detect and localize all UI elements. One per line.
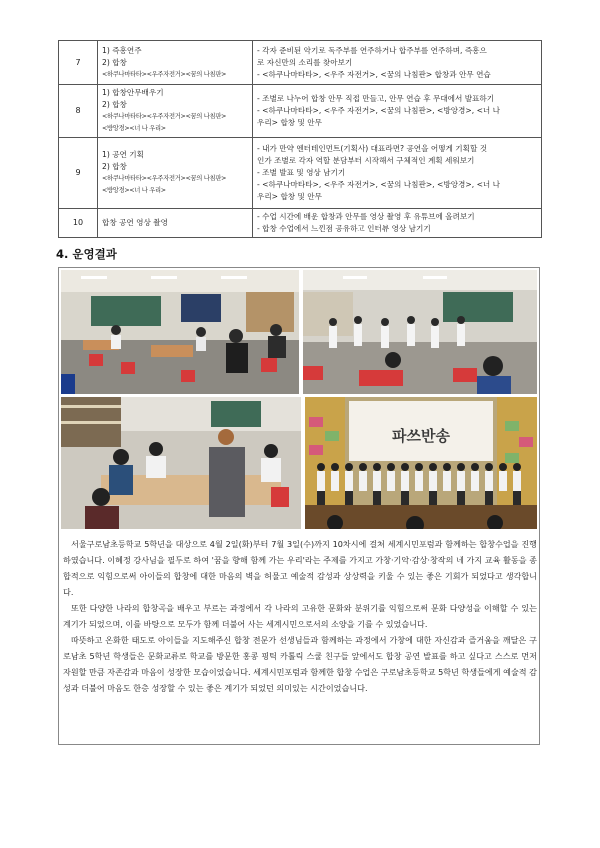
stage-banner-text: 파쓰반송: [392, 427, 450, 445]
session-number: 10: [59, 209, 98, 238]
report-paragraph-2: 또한 다양한 나라의 합창곡을 배우고 부르는 과정에서 각 나라의 고유한 문화와 분위기를 익힘으로써 문화 다양성을 이해할 수 있는 계기가 되었으며, 이를 바탕으로 모두가 함께 더불어 사는 세계시민으로서의 소양을 기를 수 있었습니다.: [63, 603, 537, 629]
classroom-photo-3: [61, 397, 301, 529]
report-paragraph-1: 서울구로남초등학교 5학년을 대상으로 4월 2일(화)부터 7월 3일(수)까지 10차시에 걸쳐 세계시민포럼과 함께하는 합창수업을 진행하였습니다. 이혜정 강사님을 필두로 하여 '꿈을 향해 함께 가는 우리'라는 주제를 가지고 가창·기악·감상·창작의 네 가지 교육 활동을 종합적으로 익힘으로써 아이들의 합창에 대한 마음의 벽을 허물고 예술적 감성과 상상력을 키울 수 있는 좋은 기회가 되었다고 생각합니다.: [63, 539, 537, 597]
session-details: - 각자 준비된 악기로 독주부를 연주하거나 합주부를 연주하며, 즉흥으 로 자신만의 소리를 찾아보기 - <하쿠나마타타>, <우주 자전거>, <꿈의 나침판> 합창과 안무 연습: [253, 41, 542, 85]
session-number: 9: [59, 138, 98, 209]
stage-photo: [305, 397, 537, 529]
table-row: [59, 138, 542, 209]
session-details: - 수업 시간에 배운 합창과 안무를 영상 촬영 후 유튜브에 올려보기 - 합창 수업에서 느낀점 공유하고 인터뷰 영상 남기기: [253, 209, 542, 238]
result-box: [58, 267, 540, 745]
session-topic: 합창 공연 영상 촬영: [98, 209, 253, 238]
session-number: 8: [59, 85, 98, 138]
table-row: [59, 41, 542, 85]
session-topic: 1) 즉흥연주 2) 합창 <하쿠나마타타><우주자전거><꿈의 나침판>: [98, 41, 253, 85]
session-details: - 조별로 나누어 합창 안무 직접 만들고, 안무 연습 후 무대에서 발표하기 - <하쿠나마타타>, <우주 자전거>, <꿈의 나침판>, <방앙경>, <너 나 우리> 합창 및 안무: [253, 85, 542, 138]
table-row: [59, 209, 542, 238]
report-text: [63, 536, 537, 696]
section-heading: 4. 운영결과: [56, 247, 117, 261]
schedule-table: [58, 40, 542, 238]
session-topic: 1) 공연 기획 2) 합창 <하쿠나마타타><우주자전거><꿈의 나침판> <방앙경><너 나 우리>: [98, 138, 253, 209]
session-number: 7: [59, 41, 98, 85]
classroom-photo-2: [303, 270, 537, 394]
classroom-photo-1: [61, 270, 299, 394]
session-details: - 내가 만약 엔터테인먼트(기획사) 대표라면? 공연을 어떻게 기획할 것 인가 조별로 각자 역할 분담부터 시작해서 구체적인 계획 세워보기 - 조별 발표 및 영상 남기기 - <하쿠나마타타>, <우주 자전거>, <꿈의 나침판>, <방앙경>, <너 나 우리> 합창 및 안무: [253, 138, 542, 209]
report-paragraph-3: 따뜻하고 온화한 태도로 아이들을 지도해주신 합창 전문가 선생님들과 함께하는 과정에서 가창에 대한 자신감과 즐거움을 깨달은 구로남초 5학년 학생들은 문화교류로 학교를 방문한 홍콩 핑틱 카톨릭 스쿨 친구들 앞에서도 합창 공연 발표를 하고 싶다고 스스로 먼저 자원할 만큼 자존감과 마음이 성장한 모습이었습니다. 세계시민포럼과 함께한 합창 수업은 구로남초등학교 5학년 학생들에게 예술적 감성과 더불어 마음도 한층 성장할 수 있는 좋은 계기가 되었던 의미있는 시간이었습니다.: [63, 635, 537, 693]
table-row: [59, 85, 542, 138]
session-topic: 1) 합창안무배우기 2) 합창 <하쿠나마타타><우주자전거><꿈의 나침판> <방앙경><너 나 우리>: [98, 85, 253, 138]
